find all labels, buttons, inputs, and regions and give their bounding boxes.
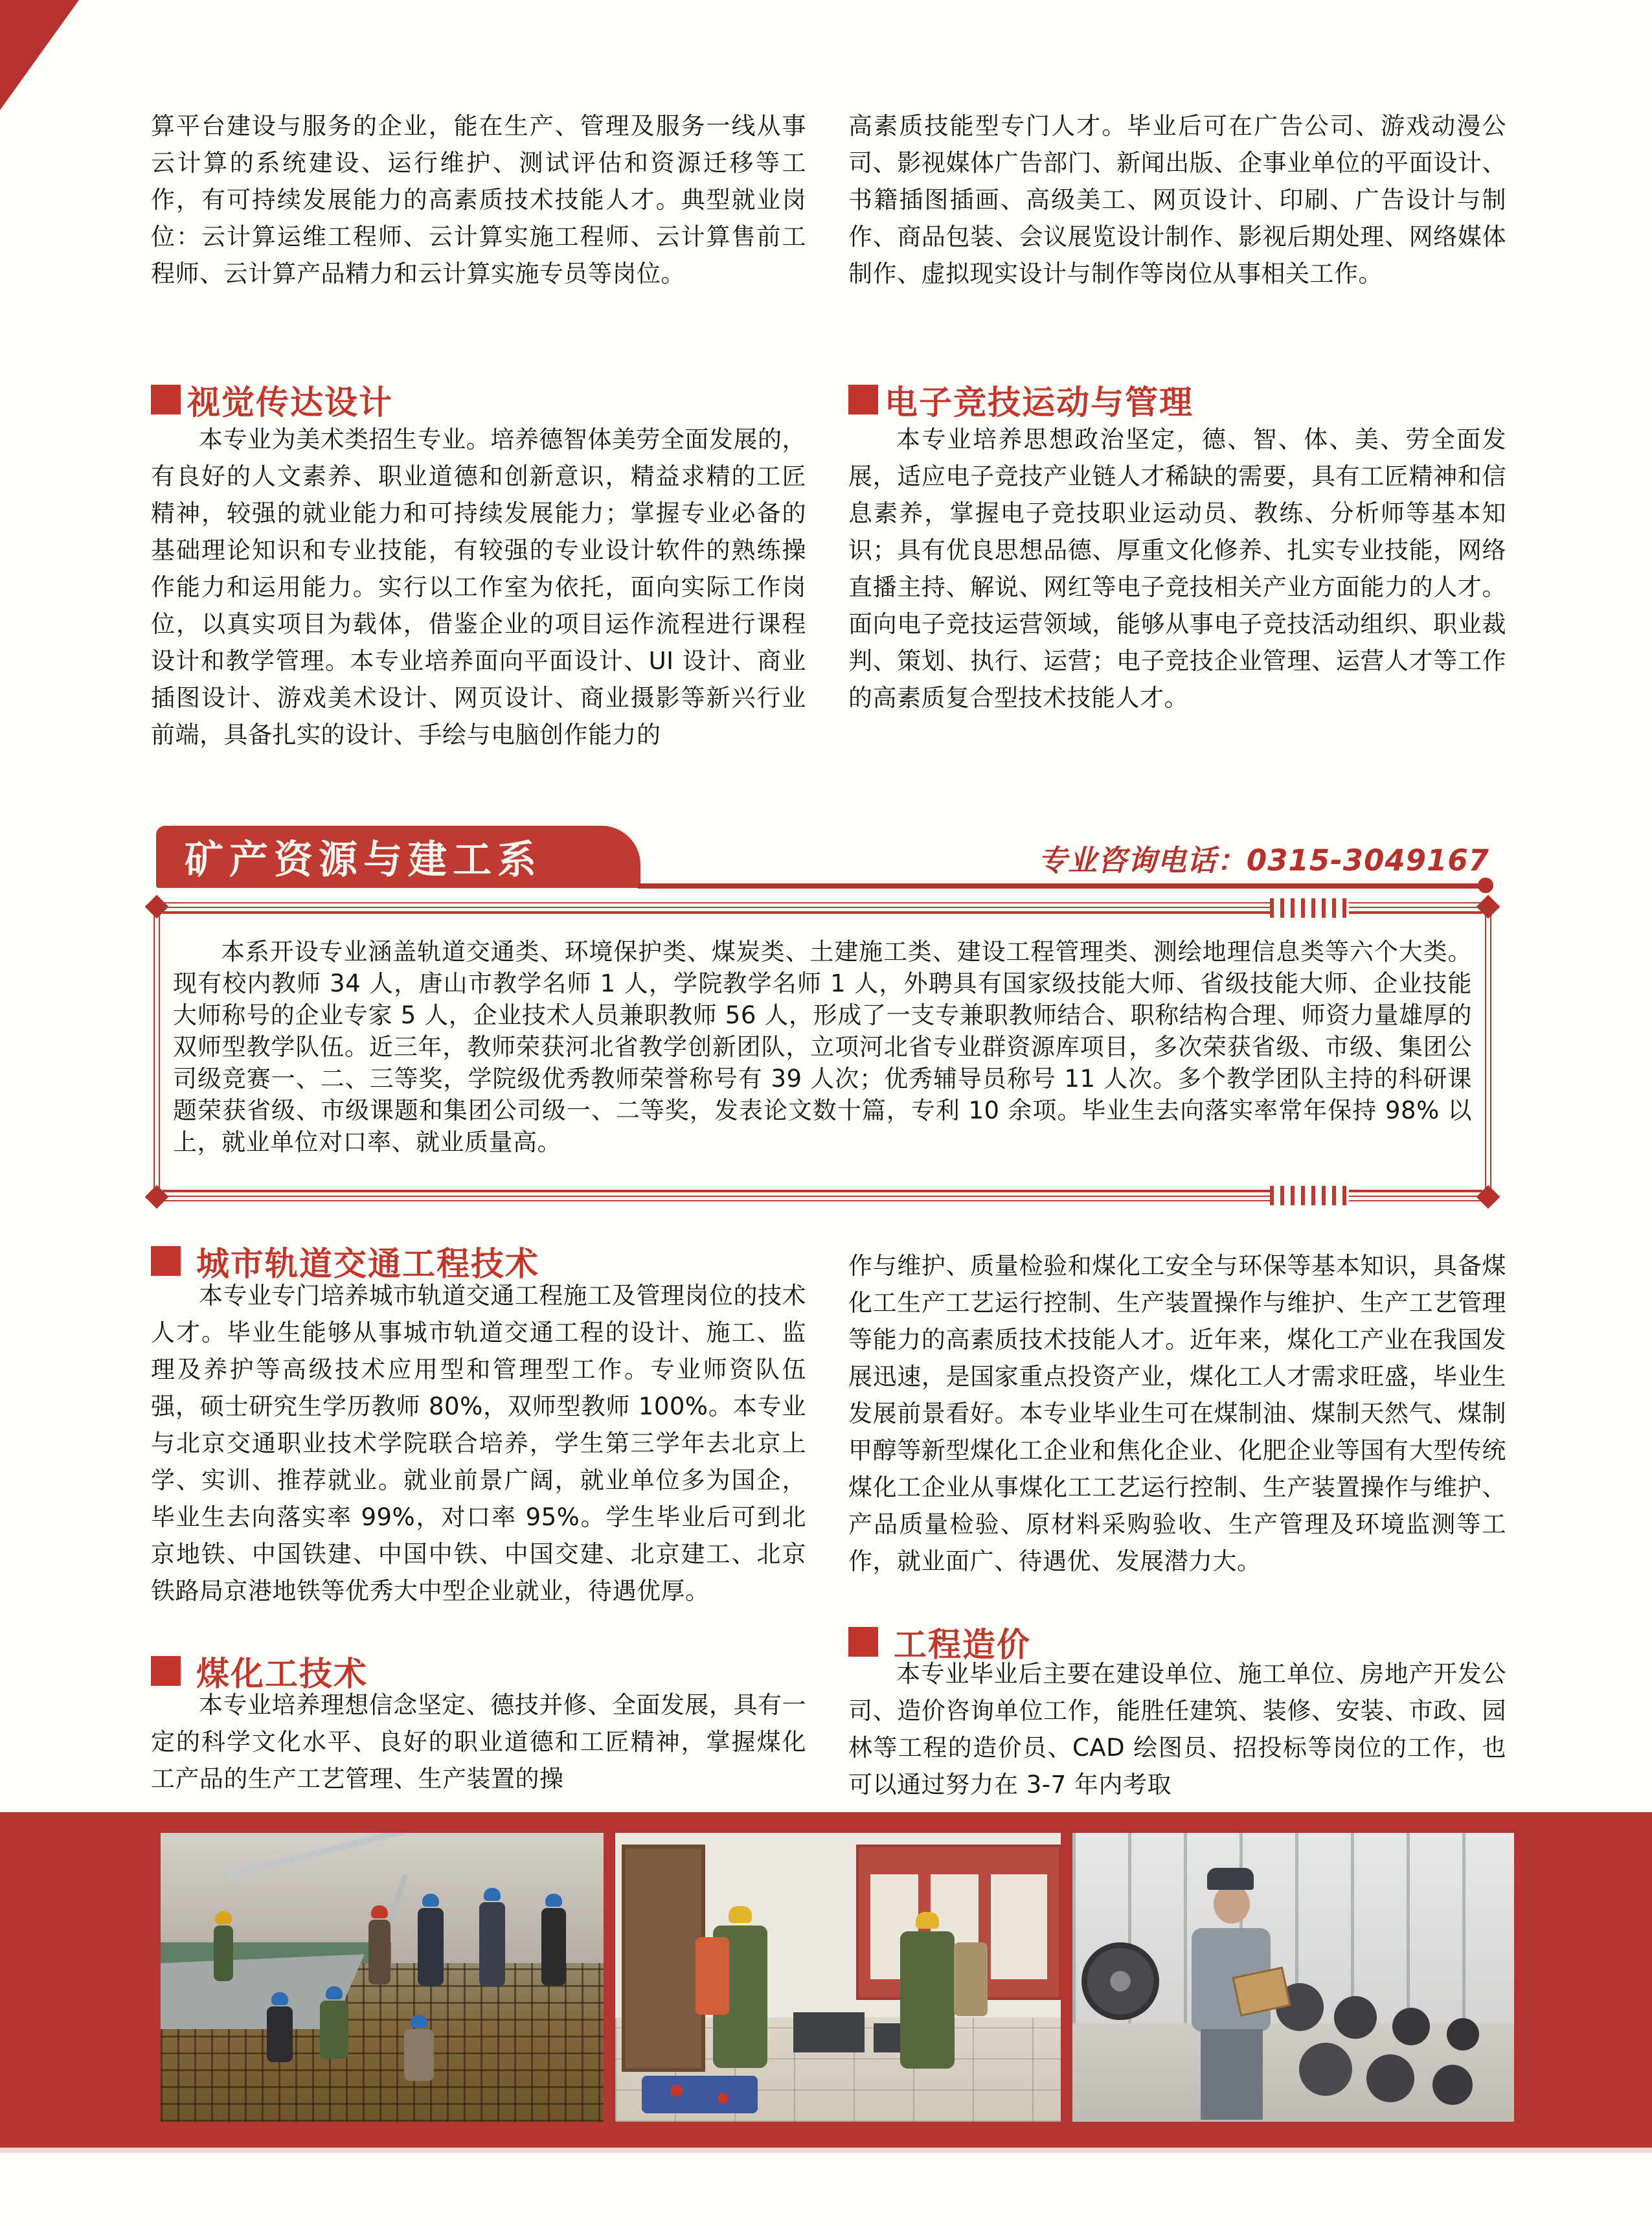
- section-title: 工程造价: [894, 1626, 1032, 1664]
- box-border-line: [159, 910, 160, 1194]
- dash-ornament: [1270, 898, 1349, 918]
- intro-paragraph-left: 算平台建设与服务的企业，能在生产、管理及服务一线从事云计算的系统建设、运行维护、测试评估和资源迁移等工作，有可持续发展能力的高素质技术技能人才。典型就业岗位：云计算运维工程师、云计算实施工程师、云计算售前工程师、云计算产品精力和云计算实施专员等岗位。: [151, 112, 806, 288]
- section-title: 电子竞技运动与管理: [885, 384, 1194, 422]
- cost-engineering-body: 本专业毕业后主要在建设单位、施工单位、房地产开发公司、造价咨询单位工作，能胜任建筑、装修、安装、市政、园林等工程的造价员、CAD 绘图员、招投标等岗位的工作，也可以通过努力在 3-7 年内考取: [848, 1660, 1506, 1799]
- box-border-line: [1490, 910, 1491, 1194]
- corner-triangle-decoration: [0, 0, 79, 110]
- mine-rescue-training-photo: [615, 1833, 1061, 2122]
- esports-body: 本专业培养思想政治坚定，德、智、体、美、劳全面发展，适应电子竞技产业链人才稀缺的需要，具有工匠精神和信息素养，掌握电子竞技职业运动员、教练、分析师等基本知识；具有优良思想品德、厚重文化修养、扎实专业技能，网络直播主持、解说、网红等电子竞技相关产业方面能力的人才。面向电子竞技运营领域，能够从事电子竞技活动组织、职业裁判、策划、执行、运营；电子竞技企业管理、运营人才等工作的高素质复合型技术技能人才。: [848, 426, 1506, 712]
- consult-phone: [842, 837, 1489, 879]
- corner-diamond-icon: [145, 895, 169, 919]
- worker-figure: [479, 1902, 505, 1986]
- rule-end-dot-icon: [1478, 878, 1493, 893]
- door: [622, 1845, 705, 2072]
- worker-figure-bending: [320, 2001, 348, 2059]
- corner-diamond-icon: [145, 1185, 169, 1209]
- section-bullet-icon: [151, 385, 181, 415]
- visual-design-body: 本专业为美术类招生专业。培养德智体美劳全面发展的，有良好的人文素养、职业道德和创新意识，精益求精的工匠精神，较强的就业能力和可持续发展能力；掌握专业必备的基础理论知识和专业技能，有较强的专业设计软件的熟练操作能力和运用能力。实行以工作室为依托，面向实际工作岗位，以真实项目为载体，借鉴企业的项目运作流程进行课程设计和教学管理。本专业培养面向平面设计、UI 设计、商业插图设计、游戏美术设计、网页设计、商业摄影等新兴行业前端，具备扎实的设计、手绘与电脑创作能力的: [151, 426, 806, 749]
- inspector-legs: [1201, 2029, 1263, 2120]
- worker-figure-bending: [267, 2006, 293, 2062]
- workshop-floor: [1072, 2023, 1514, 2122]
- banner-rule-line: [638, 883, 1482, 889]
- poster-panel: [991, 1874, 1047, 1979]
- section-header-esports: [848, 376, 1506, 424]
- construction-site-practice-photo: [161, 1833, 604, 2122]
- section-bullet-icon: [848, 385, 878, 415]
- section-bullet-icon: [848, 1627, 878, 1657]
- section-title: 煤化工技术: [196, 1655, 368, 1694]
- department-overview-text: 本系开设专业涵盖轨道交通类、环境保护类、煤炭类、土建施工类、建设工程管理类、测绘地理信息类等六个大类。现有校内教师 34 人，唐山市教学名师 1 人，学院教学名师 1 人，外聘具有国家级技能大师、省级技能大师、企业技能大师称号的企业专家 5 人，企业技术人员兼职教师 56 人，形成了一支专兼职教师结合、职称结构合理、师资力量雄厚的双师型教学队伍。近三年，教师荣获河北省教学创新团队，立项河北省专业群资源库项目，多次荣获省级、市级、集团公司级竞赛一、二、三等奖，学院级优秀教师荣誉称号有 39 人次；优秀辅导员称号 11 人次。多个教学团队主持的科研课题荣获省级、市级课题和集团公司级一、二等奖，发表论文数十篇，专利 10 余项。毕业生去向落实率常年保持 98% 以上，就业单位对口率、就业质量高。: [173, 938, 1472, 1156]
- phone-label: 专业咨询电话：: [1037, 843, 1247, 878]
- worker-figure: [541, 1908, 566, 1986]
- worker-figure: [214, 1925, 233, 1981]
- section-bullet-icon: [151, 1246, 181, 1276]
- section-title: 城市轨道交通工程技术: [196, 1245, 540, 1284]
- department-banner: [156, 826, 640, 888]
- box-border-line: [153, 910, 155, 1194]
- rescue-trainee-figure: [900, 1931, 955, 2069]
- section-title: 视觉传达设计: [187, 384, 394, 422]
- wheelset-workshop-inspection-photo: [1072, 1833, 1514, 2122]
- department-name: 矿产资源与建工系: [185, 837, 542, 883]
- worker-figure-crouching: [404, 2029, 434, 2081]
- box-border-line: [1485, 910, 1486, 1194]
- coal-chemical-body-continued: 作与维护、质量检验和煤化工安全与环保等基本知识，具备煤化工生产工艺运行控制、生产装置操作与维护、生产工艺管理等能力的高素质技术技能人才。近年来，煤化工产业在我国发展迅速，是国家重点投资产业，煤化工人才需求旺盛，毕业生发展前景看好。本专业毕业生可在煤制油、煤制天然气、煤制甲醇等新型煤化工企业和焦化企业、化肥企业等国有大型传统煤化工企业从事煤化工工艺运行控制、生产装置操作与维护、产品质量检验、原材料采购验收、生产管理及环境监测等工作，就业面广、待遇优、发展潜力大。: [848, 1252, 1506, 1575]
- gear-wheel: [1081, 1942, 1159, 2020]
- worker-figure: [368, 1920, 390, 1984]
- corner-diamond-icon: [1477, 895, 1500, 919]
- floor-mat: [642, 2076, 758, 2113]
- coal-chemical-body: 本专业培养理想信念坚定、德技并修、全面发展，具有一定的科学文化水平、良好的职业道德和工匠精神，掌握煤化工产品的生产工艺管理、生产装置的操: [151, 1691, 806, 1793]
- section-bullet-icon: [151, 1656, 181, 1686]
- orange-breathing-apparatus: [696, 1937, 729, 2015]
- rail-transit-body: 本专业专门培养城市轨道交通工程施工及管理岗位的技术人才。毕业生能够从事城市轨道交通工程的设计、施工、监理及养护等高级技术应用型和管理型工作。专业师资队伍强，硕士研究生学历教师 80%，双师型教师 100%。本专业与北京交通职业技术学院联合培养，学生第三学年去北京上学、实训、推荐就业。就业前景广阔，就业单位多为国企，毕业生去向落实率 99%，对口率 95%。学生毕业后可到北京地铁、中国铁建、中国中铁、中国交建、北京建工、北京铁路局京港地铁等优秀大中型企业就业，待遇优厚。: [151, 1282, 806, 1605]
- section-header-visual-design: [151, 376, 806, 424]
- band-edge-stripe: [0, 2148, 1652, 2153]
- dash-ornament: [1270, 1186, 1349, 1205]
- department-overview-box: [153, 902, 1491, 1201]
- inspector-cap: [1207, 1868, 1254, 1890]
- corner-diamond-icon: [1477, 1185, 1500, 1209]
- phone-number: 0315-3049167: [1246, 843, 1489, 878]
- worker-figure: [418, 1908, 444, 1986]
- intro-paragraph-right: 高素质技能型专门人才。毕业后可在广告公司、游戏动漫公司、影视媒体广告部门、新闻出版、企事业单位的平面设计、书籍插图插画、高级美工、网页设计、印刷、广告设计与制作、商品包装、会议展览设计制作、影视后期处理、网络媒体制作、虚拟现实设计与制作等岗位从事相关工作。: [848, 112, 1506, 288]
- equipment-case: [793, 2012, 865, 2052]
- tan-breathing-apparatus: [954, 1942, 988, 2016]
